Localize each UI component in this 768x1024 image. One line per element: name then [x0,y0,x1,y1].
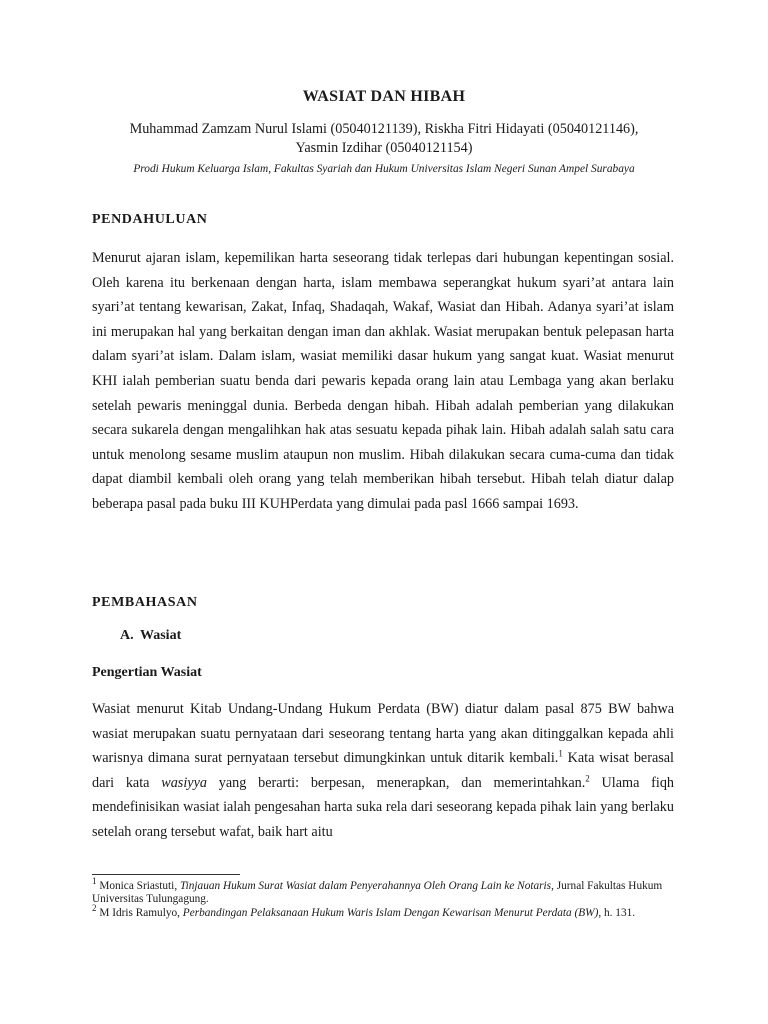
section-number: A. [120,628,134,643]
footnote-ref-2[interactable]: 2 [585,773,590,784]
section-a-heading [120,628,181,644]
paragraph-wasiat-part-1: Wasiat menurut Kitab Undang-Undang Hukum Perdata (BW) diatur dalam pasal 875 BW bahwa wasiat merupakan suatu pernyataan dari seseorang tentang harta yang akan ditinggalkan kepada ahli warisnya dimana surat pernyataan tersebut dimungkinkan untuk ditarik kembali. [92,701,674,767]
footnote-2-mark: 2 [92,903,97,914]
subsection-heading: Pengertian Wasiat [92,665,202,680]
footnote-2-work: Perbandingan Pelaksanaan Hukum Waris Islam Dengan Kewarisan Menurut Perdata (BW) [182,906,599,919]
footnote-2 [92,903,676,920]
footnote-1-mark: 1 [92,876,97,887]
document-title: WASIAT DAN HIBAH [302,88,466,105]
footnote-ref-1[interactable]: 1 [558,748,563,759]
paragraph-wasiat [92,697,674,845]
author-list [92,120,676,158]
footnote-1-rest: , Jurnal Fakultas Hukum Universitas Tulungagung. [92,880,663,906]
footnote-2-author: M Idris Ramulyo, [96,906,183,919]
footnote-separator [92,874,240,875]
footnotes [92,876,676,920]
heading-pendahuluan: PENDAHULUAN [92,212,208,227]
paragraph-wasiat-part-4: Ulama fiqh mendefinisikan wasiat ialah pengesahan harta suka rela dari seseorang kepada pihak lain yang berlaku setelah orang tersebut wafat, baik hart aitu [92,774,675,840]
affiliation: Prodi Hukum Keluarga Islam, Fakultas Syariah dan Hukum Universitas Islam Negeri Sunan Ampel Surabaya [133,163,635,175]
paragraph-wasiat-part-3: yang berarti: berpesan, menerapkan, dan memerintahkan. [206,774,586,791]
footnote-1 [92,876,676,907]
author-line-2: Yasmin Izdihar (05040121154) [295,140,473,156]
author-line-1: Muhammad Zamzam Nurul Islami (05040121139), Riskha Fitri Hidayati (05040121146), [129,121,639,137]
term-wasiyya: wasiyya [161,774,207,791]
section-title: Wasiat [140,628,182,643]
paragraph-wasiat-part-2: Kata wisat berasal dari kata [92,750,675,791]
footnote-1-author: Monica Sriastuti, [96,880,180,892]
paragraph-pendahuluan: Menurut ajaran islam, kepemilikan harta seseorang tidak terlepas dari hubungan kepentingan sosial. Oleh karena itu berkenaan dengan harta, islam membawa seperangkat hukum syari’at antara lain syari’at tentang kewarisan, Zakat, Infaq, Shadaqah, Wakaf, Wasiat dan Hibah. Adanya syari’at islam ini merupakan hal yang berkaitan dengan iman dan akhlak. Wasiat merupakan bentuk pelepasan harta dalam syari’at islam. Dalam islam, wasiat memiliki dasar hukum yang sangat kuat. Wasiat menurut KHI ialah pemberian suatu benda dari pewaris kepada orang lain atau Lembaga yang akan berlaku setelah pewaris meninggal dunia. Berbeda dengan hibah. Hibah adalah pemberian yang dilakukan secara sukarela dengan mengalihkan hak atas sesuatu kepada pihak lain. Hibah adalah salah satu cara untuk menolong sesame muslim ataupun non muslim. Hibah dilakukan secara cuma-cuma dan tidak dapat diambil kembali oleh orang yang telah memberikan hibah tersebut. Hibah telah diatur dalap beberapa pasal pada buku III KUHPerdata yang dimulai pada pasl 1666 sampai 1693. [92,250,674,512]
heading-pembahasan: PEMBAHASAN [92,595,198,610]
footnote-2-rest: , h. 131. [598,906,636,919]
footnote-1-work: Tinjauan Hukum Surat Wasiat dalam Penyerahannya Oleh Orang Lain ke Notaris [179,880,552,892]
